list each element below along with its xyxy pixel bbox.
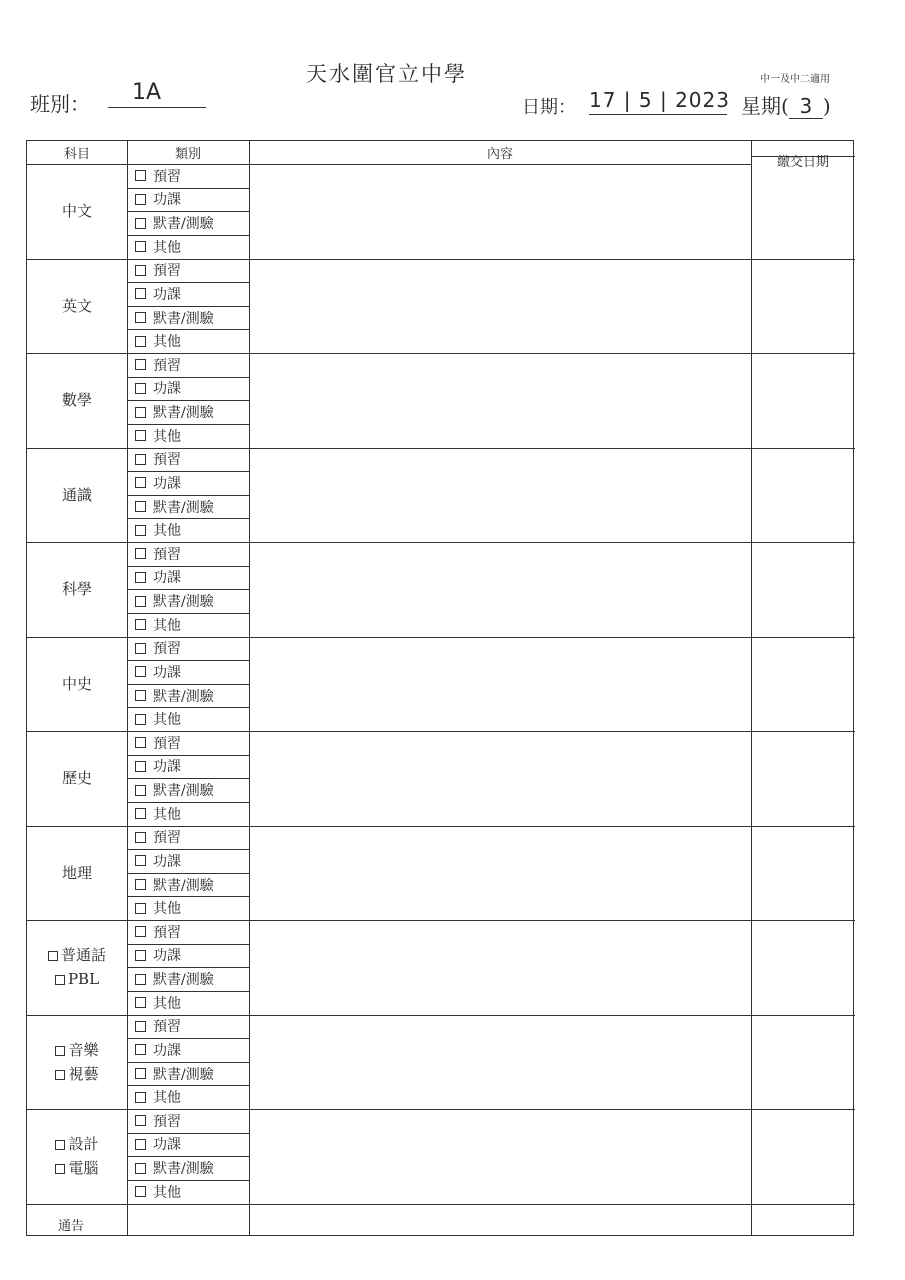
category-item xyxy=(127,849,249,873)
category-label: 功課 xyxy=(153,853,181,870)
category-label: 默書/測驗 xyxy=(153,499,214,516)
category-item xyxy=(127,991,249,1015)
subject-0 xyxy=(27,164,127,259)
subject-6 xyxy=(27,731,127,826)
subject-name xyxy=(55,1132,98,1156)
row-divider xyxy=(27,1204,855,1205)
category-divider xyxy=(127,188,249,189)
checkbox-icon xyxy=(135,619,146,630)
subject-text: 地理 xyxy=(61,863,92,882)
category-item xyxy=(127,235,249,259)
checkbox-icon xyxy=(135,761,146,772)
subject-text: 歷史 xyxy=(61,769,92,788)
category-label: 其他 xyxy=(153,334,181,351)
checkbox-icon xyxy=(55,1140,65,1150)
subject-name xyxy=(62,861,92,885)
checkbox-icon xyxy=(55,975,65,985)
school-name: 天水圍官立中學 xyxy=(306,62,467,86)
checkbox-icon xyxy=(135,336,146,347)
category-label: 預習 xyxy=(153,830,181,847)
category-item xyxy=(127,495,249,519)
divider-category-content xyxy=(249,141,250,1235)
checkbox-icon xyxy=(135,288,146,299)
header-subject: 科目 xyxy=(63,147,90,162)
subject-text: 中史 xyxy=(61,674,92,693)
checkbox-icon xyxy=(135,737,146,748)
category-item xyxy=(127,282,249,306)
category-item xyxy=(127,306,249,330)
date-label: 日期： xyxy=(522,97,576,118)
weekday-value: 3 xyxy=(789,94,823,119)
checkbox-icon xyxy=(135,1021,146,1032)
category-label: 其他 xyxy=(153,523,181,540)
subject-text: 設計 xyxy=(68,1135,99,1154)
category-label: 功課 xyxy=(153,759,181,776)
category-label: 功課 xyxy=(153,570,181,587)
category-item xyxy=(127,1085,249,1109)
category-label: 功課 xyxy=(153,948,181,965)
checkbox-icon xyxy=(135,454,146,465)
subject-text: 英文 xyxy=(61,296,92,315)
category-label: 功課 xyxy=(153,1137,181,1154)
checkbox-icon xyxy=(135,903,146,914)
category-divider xyxy=(127,566,249,567)
category-label: 功課 xyxy=(153,1042,181,1059)
homework-table xyxy=(26,140,854,1236)
category-item xyxy=(127,353,249,377)
subject-9 xyxy=(27,1015,127,1110)
category-divider xyxy=(127,1038,249,1039)
category-label: 其他 xyxy=(153,712,181,729)
subject-5 xyxy=(27,637,127,732)
subject-text: PBL xyxy=(67,970,100,989)
category-label: 默書/測驗 xyxy=(153,783,214,800)
category-divider xyxy=(127,755,249,756)
category-item xyxy=(127,920,249,944)
subject-text: 中文 xyxy=(61,202,92,221)
category-divider xyxy=(127,1180,249,1181)
category-item xyxy=(127,542,249,566)
category-divider xyxy=(127,684,249,685)
subject-text: 通識 xyxy=(61,485,92,504)
category-divider xyxy=(127,1062,249,1063)
category-item xyxy=(127,448,249,472)
subject-text: 數學 xyxy=(61,391,92,410)
category-divider xyxy=(127,778,249,779)
category-label: 功課 xyxy=(153,286,181,303)
checkbox-icon xyxy=(135,312,146,323)
category-item xyxy=(127,589,249,613)
category-item xyxy=(127,896,249,920)
subject-name xyxy=(62,388,92,412)
checkbox-icon xyxy=(135,832,146,843)
category-divider xyxy=(127,589,249,590)
category-item xyxy=(127,1156,249,1180)
category-divider xyxy=(127,1133,249,1134)
subject-name xyxy=(62,766,92,790)
category-item xyxy=(127,660,249,684)
category-label: 預習 xyxy=(153,546,181,563)
checkbox-icon xyxy=(135,407,146,418)
category-divider xyxy=(127,471,249,472)
checkbox-icon xyxy=(135,974,146,985)
category-divider xyxy=(127,873,249,874)
checkbox-icon xyxy=(55,1164,65,1174)
category-item xyxy=(127,471,249,495)
category-item xyxy=(127,944,249,968)
category-label: 功課 xyxy=(153,192,181,209)
category-label: 其他 xyxy=(153,1090,181,1107)
subject-text: 音樂 xyxy=(68,1040,99,1059)
checkbox-icon xyxy=(135,1044,146,1055)
checkbox-icon xyxy=(135,808,146,819)
checkbox-icon xyxy=(135,1068,146,1079)
class-value: 1A xyxy=(108,80,206,108)
checkbox-icon xyxy=(135,785,146,796)
checkbox-icon xyxy=(135,1092,146,1103)
category-item xyxy=(127,518,249,542)
category-divider xyxy=(127,211,249,212)
subject-1 xyxy=(27,259,127,354)
checkbox-icon xyxy=(135,997,146,1008)
checkbox-icon xyxy=(48,951,58,961)
checkbox-icon xyxy=(135,241,146,252)
category-label: 功課 xyxy=(153,475,181,492)
category-label: 預習 xyxy=(153,1113,181,1130)
category-label: 其他 xyxy=(153,428,181,445)
subject-name xyxy=(62,672,92,696)
category-divider xyxy=(127,329,249,330)
checkbox-icon xyxy=(135,643,146,654)
category-divider xyxy=(127,235,249,236)
category-divider xyxy=(127,967,249,968)
category-divider xyxy=(127,660,249,661)
category-label: 預習 xyxy=(153,1019,181,1036)
category-label: 其他 xyxy=(153,995,181,1012)
category-label: 預習 xyxy=(153,357,181,374)
category-label: 默書/測驗 xyxy=(153,877,214,894)
category-label: 預習 xyxy=(153,735,181,752)
checkbox-icon xyxy=(135,194,146,205)
category-label: 默書/測驗 xyxy=(153,688,214,705)
checkbox-icon xyxy=(135,879,146,890)
checkbox-icon xyxy=(135,265,146,276)
subject-name xyxy=(48,943,106,967)
checkbox-icon xyxy=(135,596,146,607)
category-divider xyxy=(127,282,249,283)
category-item xyxy=(127,707,249,731)
category-item xyxy=(127,802,249,826)
category-item xyxy=(127,259,249,283)
header-divider-due xyxy=(751,156,855,157)
checkbox-icon xyxy=(135,359,146,370)
subject-name xyxy=(62,483,92,507)
category-item xyxy=(127,566,249,590)
category-label: 預習 xyxy=(153,641,181,658)
checkbox-icon xyxy=(135,714,146,725)
category-label: 默書/測驗 xyxy=(153,310,214,327)
subject-name xyxy=(62,294,92,318)
category-divider xyxy=(127,1156,249,1157)
category-divider xyxy=(127,495,249,496)
category-item xyxy=(127,873,249,897)
category-label: 其他 xyxy=(153,617,181,634)
checkbox-icon xyxy=(135,170,146,181)
category-label: 默書/測驗 xyxy=(153,972,214,989)
category-label: 其他 xyxy=(153,1184,181,1201)
subject-7 xyxy=(27,826,127,921)
category-divider xyxy=(127,707,249,708)
category-item xyxy=(127,188,249,212)
category-divider xyxy=(127,802,249,803)
category-item xyxy=(127,424,249,448)
date-value: 17 | 5 | 2023 xyxy=(589,88,727,115)
weekday-close: ) xyxy=(822,94,831,118)
checkbox-icon xyxy=(135,950,146,961)
category-divider xyxy=(127,306,249,307)
category-item xyxy=(127,684,249,708)
category-label: 預習 xyxy=(153,263,181,280)
category-item xyxy=(127,613,249,637)
category-item xyxy=(127,731,249,755)
subject-name xyxy=(55,967,99,991)
subject-name xyxy=(55,1038,98,1062)
category-item xyxy=(127,1015,249,1039)
category-item xyxy=(127,637,249,661)
category-item xyxy=(127,1133,249,1157)
checkbox-icon xyxy=(55,1046,65,1056)
checkbox-icon xyxy=(135,477,146,488)
subject-name xyxy=(62,199,92,223)
header-due-date: 繳交日期 xyxy=(776,155,829,170)
subject-text: 視藝 xyxy=(68,1064,99,1083)
category-item xyxy=(127,967,249,991)
checkbox-icon xyxy=(135,926,146,937)
category-item xyxy=(127,826,249,850)
category-item xyxy=(127,400,249,424)
category-item xyxy=(127,1180,249,1204)
category-label: 默書/測驗 xyxy=(153,1161,214,1178)
subject-10 xyxy=(27,1109,127,1204)
category-divider xyxy=(127,1085,249,1086)
category-label: 功課 xyxy=(153,381,181,398)
checkbox-icon xyxy=(135,1186,146,1197)
category-label: 預習 xyxy=(153,452,181,469)
category-divider xyxy=(127,896,249,897)
category-divider xyxy=(127,424,249,425)
checkbox-icon xyxy=(135,501,146,512)
category-item xyxy=(127,1062,249,1086)
category-label: 默書/測驗 xyxy=(153,1066,214,1083)
checkbox-icon xyxy=(135,548,146,559)
category-label: 其他 xyxy=(153,806,181,823)
subject-2 xyxy=(27,353,127,448)
checkbox-icon xyxy=(135,218,146,229)
checkbox-icon xyxy=(135,1115,146,1126)
category-item xyxy=(127,164,249,188)
subject-name xyxy=(55,1156,98,1180)
checkbox-icon xyxy=(135,690,146,701)
category-divider xyxy=(127,944,249,945)
category-item xyxy=(127,211,249,235)
category-divider xyxy=(127,613,249,614)
header-category: 類別 xyxy=(174,147,201,162)
checkbox-icon xyxy=(135,666,146,677)
notice-label: 通告 xyxy=(57,1218,84,1234)
subject-3 xyxy=(27,448,127,543)
category-label: 其他 xyxy=(153,239,181,256)
category-label: 其他 xyxy=(153,901,181,918)
subject-name xyxy=(62,577,92,601)
category-divider xyxy=(127,991,249,992)
checkbox-icon xyxy=(135,430,146,441)
divider-content-due xyxy=(751,141,752,1235)
checkbox-icon xyxy=(135,383,146,394)
subject-8 xyxy=(27,920,127,1015)
category-label: 默書/測驗 xyxy=(153,405,214,422)
subject-text: 普通話 xyxy=(60,946,106,965)
applicable-forms-note: 中一及中二適用 xyxy=(760,74,830,85)
header-content: 內容 xyxy=(486,147,513,162)
category-divider xyxy=(127,849,249,850)
weekday-label: 星期( xyxy=(741,94,789,118)
category-label: 預習 xyxy=(153,924,181,941)
checkbox-icon xyxy=(135,1139,146,1150)
category-divider xyxy=(127,518,249,519)
checkbox-icon xyxy=(55,1070,65,1080)
category-divider xyxy=(127,400,249,401)
category-label: 預習 xyxy=(153,168,181,185)
subject-4 xyxy=(27,542,127,637)
category-item xyxy=(127,1109,249,1133)
subject-text: 科學 xyxy=(61,580,92,599)
subject-name xyxy=(55,1062,98,1086)
subject-text: 電腦 xyxy=(68,1159,99,1178)
category-item xyxy=(127,755,249,779)
weekday xyxy=(741,90,831,119)
category-label: 默書/測驗 xyxy=(153,594,214,611)
checkbox-icon xyxy=(135,572,146,583)
category-label: 功課 xyxy=(153,664,181,681)
category-item xyxy=(127,778,249,802)
category-label: 默書/測驗 xyxy=(153,216,214,233)
category-item xyxy=(127,329,249,353)
category-divider xyxy=(127,377,249,378)
checkbox-icon xyxy=(135,1163,146,1174)
checkbox-icon xyxy=(135,525,146,536)
checkbox-icon xyxy=(135,855,146,866)
category-item xyxy=(127,1038,249,1062)
category-item xyxy=(127,377,249,401)
class-label: 班別： xyxy=(30,92,90,116)
